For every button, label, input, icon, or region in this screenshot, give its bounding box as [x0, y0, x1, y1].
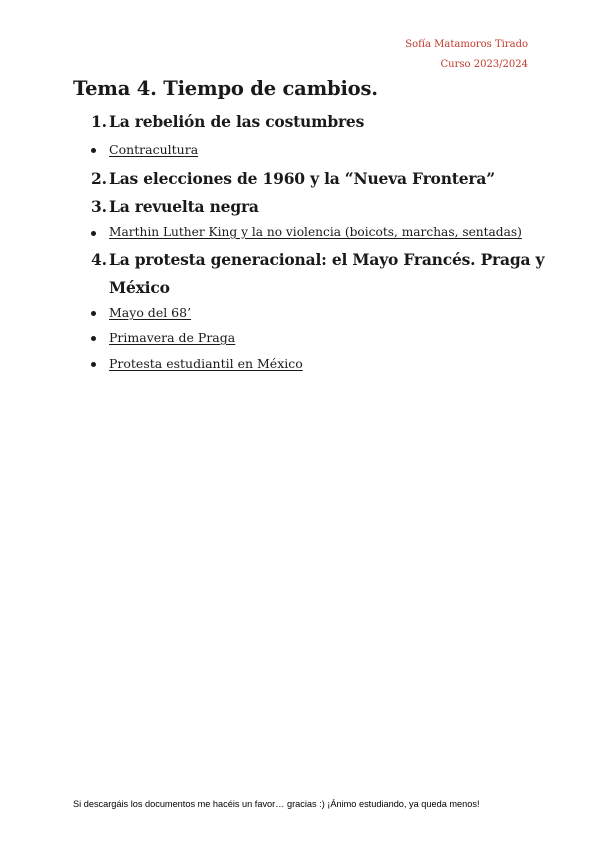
footer-note: Si descargáis los documentos me hacéis un favor… gracias :) ¡Ánimo estudiando, ya queda menos! [73, 799, 480, 809]
section-number: 4. [91, 250, 107, 269]
section-title: La revuelta negra [109, 197, 259, 216]
section-title-continued: México [109, 278, 170, 297]
section-title: La protesta generacional: el Mayo Francés. Praga y [109, 250, 545, 269]
course-year: Curso 2023/2024 [440, 59, 528, 70]
section-title: Las elecciones de 1960 y la “Nueva Frontera” [109, 169, 495, 188]
section-heading-2 [91, 169, 495, 188]
bullet-icon [91, 336, 96, 341]
author-name: Sofía Matamoros Tirado [405, 39, 528, 50]
link-mayo-68[interactable]: Mayo del 68’ [109, 305, 192, 320]
section-heading-4 [91, 250, 544, 269]
link-contracultura[interactable]: Contracultura [109, 142, 199, 157]
section-number: 2. [91, 169, 107, 188]
link-protesta-mexico[interactable]: Protesta estudiantil en México [109, 356, 303, 371]
section-title: La rebelión de las costumbres [109, 112, 365, 131]
section-heading-4-continued [109, 278, 170, 297]
document-title: Tema 4. Tiempo de cambios. [73, 77, 378, 100]
link-primavera-praga[interactable]: Primavera de Praga [109, 330, 236, 345]
section-number: 3. [91, 197, 107, 216]
link-martin-luther-king[interactable]: Marthin Luther King y la no violencia (boicots, marchas, sentadas) [109, 225, 522, 239]
bullet-icon [91, 148, 96, 153]
section-heading-3 [91, 197, 259, 216]
section-number: 1. [91, 112, 107, 131]
section-heading-1 [91, 112, 364, 131]
bullet-icon [91, 362, 96, 367]
bullet-icon [91, 231, 96, 236]
bullet-icon [91, 311, 96, 316]
